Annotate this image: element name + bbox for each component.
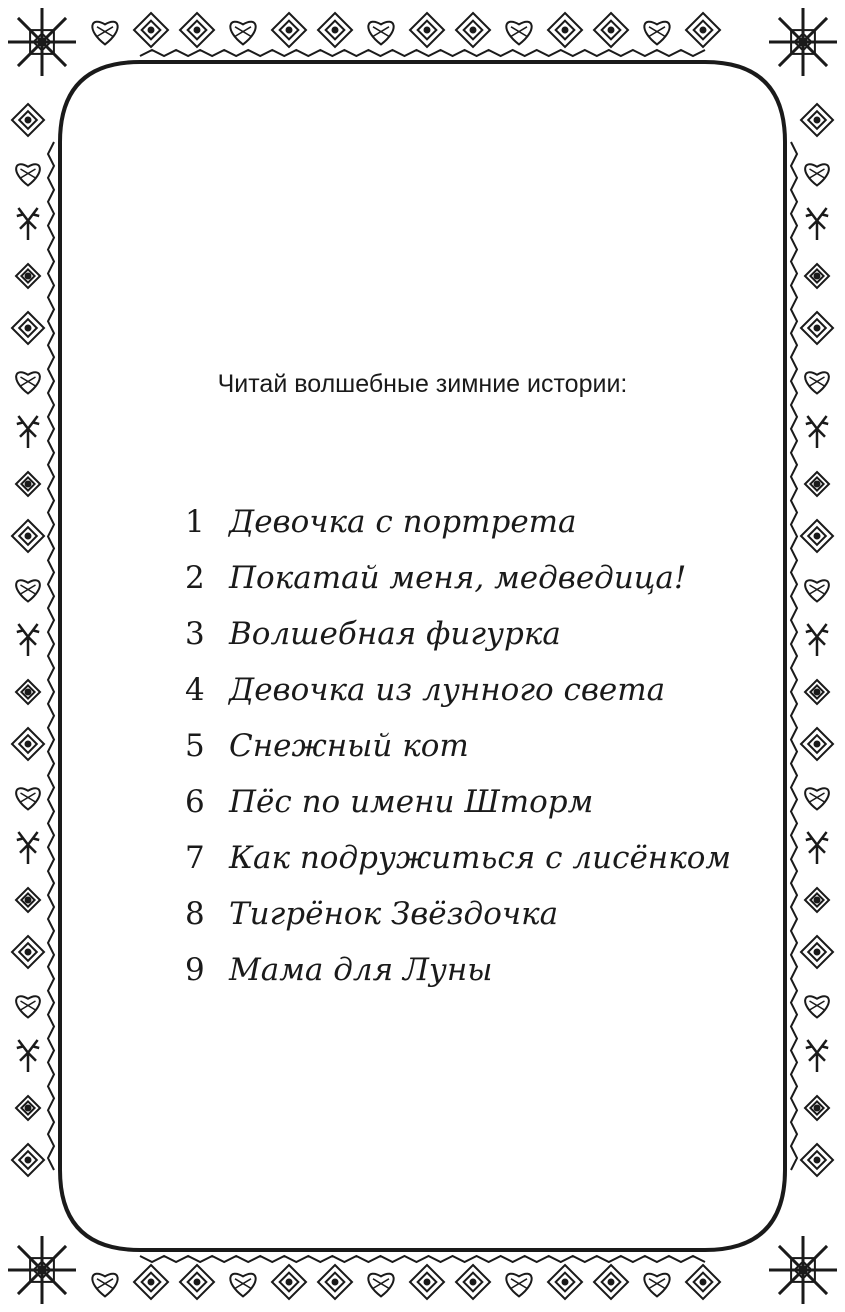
list-item: [185, 550, 731, 606]
diamond-motif: [333, 28, 338, 33]
diamond-motif: [26, 118, 31, 123]
diamond-motif: [26, 742, 31, 747]
deer-motif: [806, 208, 828, 240]
diamond-motif: [471, 1280, 476, 1285]
diamond-motif: [149, 1280, 154, 1285]
table-of-contents: [60, 60, 785, 1250]
deer-motif: [17, 832, 39, 864]
deer-motif: [806, 1040, 828, 1072]
heart-motif: [805, 996, 829, 1017]
diamond-motif: [40, 1268, 45, 1273]
heart-motif: [644, 1274, 669, 1297]
heart-motif: [16, 164, 40, 185]
diamond-motif: [287, 28, 292, 33]
diamond-motif: [815, 274, 820, 279]
diamond-motif: [26, 1106, 31, 1111]
heart-motif: [805, 372, 829, 393]
diamond-motif: [26, 274, 31, 279]
diamond-motif: [801, 1268, 806, 1273]
deer-motif: [806, 832, 828, 864]
book-title: Тигрёнок Звёздочка: [229, 896, 559, 932]
heart-motif: [649, 27, 665, 37]
book-number: 2: [185, 560, 205, 596]
zigzag-border: [48, 142, 54, 1170]
heart-motif: [368, 22, 393, 45]
book-title: Мама для Луны: [229, 952, 493, 988]
heart-motif: [21, 1001, 36, 1010]
book-title: Пёс по имени Шторм: [229, 784, 594, 820]
diamond-motif: [701, 1280, 706, 1285]
heart-motif: [21, 377, 36, 386]
book-number: 6: [185, 784, 205, 820]
heart-motif: [644, 22, 669, 45]
heart-motif: [368, 1274, 393, 1297]
diamond-motif: [815, 482, 820, 487]
heart-motif: [16, 788, 40, 809]
heart-motif: [21, 169, 36, 178]
heart-motif: [810, 585, 825, 594]
diamond-motif: [471, 28, 476, 33]
diamond-motif: [815, 534, 820, 539]
heart-motif: [506, 22, 531, 45]
heart-motif: [649, 1279, 665, 1289]
diamond-motif: [26, 482, 31, 487]
heart-motif: [805, 580, 829, 601]
deer-motif: [806, 624, 828, 656]
diamond-motif: [40, 40, 45, 45]
deer-motif: [17, 624, 39, 656]
diamond-motif: [609, 28, 614, 33]
diamond-motif: [801, 40, 806, 45]
book-title: Покатай меня, медведица!: [229, 560, 687, 596]
diamond-motif: [26, 534, 31, 539]
diamond-motif: [609, 1280, 614, 1285]
deer-motif: [806, 416, 828, 448]
heart-motif: [511, 1279, 527, 1289]
heart-motif: [810, 169, 825, 178]
list-item: [185, 942, 731, 998]
heart-motif: [16, 372, 40, 393]
book-number: 1: [185, 504, 205, 540]
diamond-motif: [815, 118, 820, 123]
diamond-motif: [815, 690, 820, 695]
diamond-motif: [287, 1280, 292, 1285]
book-number: 8: [185, 896, 205, 932]
diamond-motif: [26, 950, 31, 955]
diamond-motif: [149, 28, 154, 33]
book-title: Девочка из лунного света: [229, 672, 666, 708]
heart-motif: [97, 27, 113, 37]
heart-motif: [235, 27, 251, 37]
heart-motif: [805, 788, 829, 809]
diamond-motif: [815, 742, 820, 747]
diamond-motif: [425, 28, 430, 33]
heart-motif: [810, 1001, 825, 1010]
diamond-motif: [815, 898, 820, 903]
heart-motif: [21, 585, 36, 594]
diamond-motif: [26, 898, 31, 903]
heart-motif: [235, 1279, 251, 1289]
heart-motif: [230, 1274, 255, 1297]
diamond-motif: [701, 28, 706, 33]
list-item: [185, 830, 731, 886]
zigzag-border: [140, 50, 705, 56]
book-title: Девочка с портрета: [229, 504, 577, 540]
diamond-motif: [563, 1280, 568, 1285]
diamond-motif: [333, 1280, 338, 1285]
list-item: [185, 662, 731, 718]
heart-motif: [21, 793, 36, 802]
book-number: 7: [185, 840, 205, 876]
diamond-motif: [815, 1106, 820, 1111]
list-item: [185, 718, 731, 774]
diamond-motif: [815, 950, 820, 955]
heart-motif: [805, 164, 829, 185]
heart-motif: [97, 1279, 113, 1289]
diamond-motif: [563, 28, 568, 33]
heart-motif: [92, 1274, 117, 1297]
deer-motif: [17, 208, 39, 240]
series-heading: Читай волшебные зимние истории:: [217, 370, 628, 398]
list-item: [185, 774, 731, 830]
zigzag-border: [140, 1256, 705, 1262]
book-number: 4: [185, 672, 205, 708]
diamond-motif: [26, 326, 31, 331]
book-title: Волшебная фигурка: [229, 616, 561, 652]
heart-motif: [373, 27, 389, 37]
heart-motif: [16, 580, 40, 601]
diamond-motif: [26, 1158, 31, 1163]
deer-motif: [17, 416, 39, 448]
book-title: Снежный кот: [229, 728, 469, 764]
diamond-motif: [815, 326, 820, 331]
diamond-motif: [425, 1280, 430, 1285]
diamond-motif: [815, 1158, 820, 1163]
list-item: [185, 886, 731, 942]
heart-motif: [16, 996, 40, 1017]
deer-motif: [17, 1040, 39, 1072]
diamond-motif: [195, 1280, 200, 1285]
heart-motif: [92, 22, 117, 45]
heart-motif: [373, 1279, 389, 1289]
book-title: Как подружиться с лисёнком: [229, 840, 732, 876]
heart-motif: [810, 793, 825, 802]
list-item: [185, 606, 731, 662]
heart-motif: [230, 22, 255, 45]
book-number: 9: [185, 952, 205, 988]
book-number: 3: [185, 616, 205, 652]
zigzag-border: [791, 142, 797, 1170]
heart-motif: [810, 377, 825, 386]
book-number: 5: [185, 728, 205, 764]
diamond-motif: [195, 28, 200, 33]
diamond-motif: [26, 690, 31, 695]
heart-motif: [511, 27, 527, 37]
book-list: [185, 494, 731, 998]
list-item: [185, 494, 731, 550]
heart-motif: [506, 1274, 531, 1297]
